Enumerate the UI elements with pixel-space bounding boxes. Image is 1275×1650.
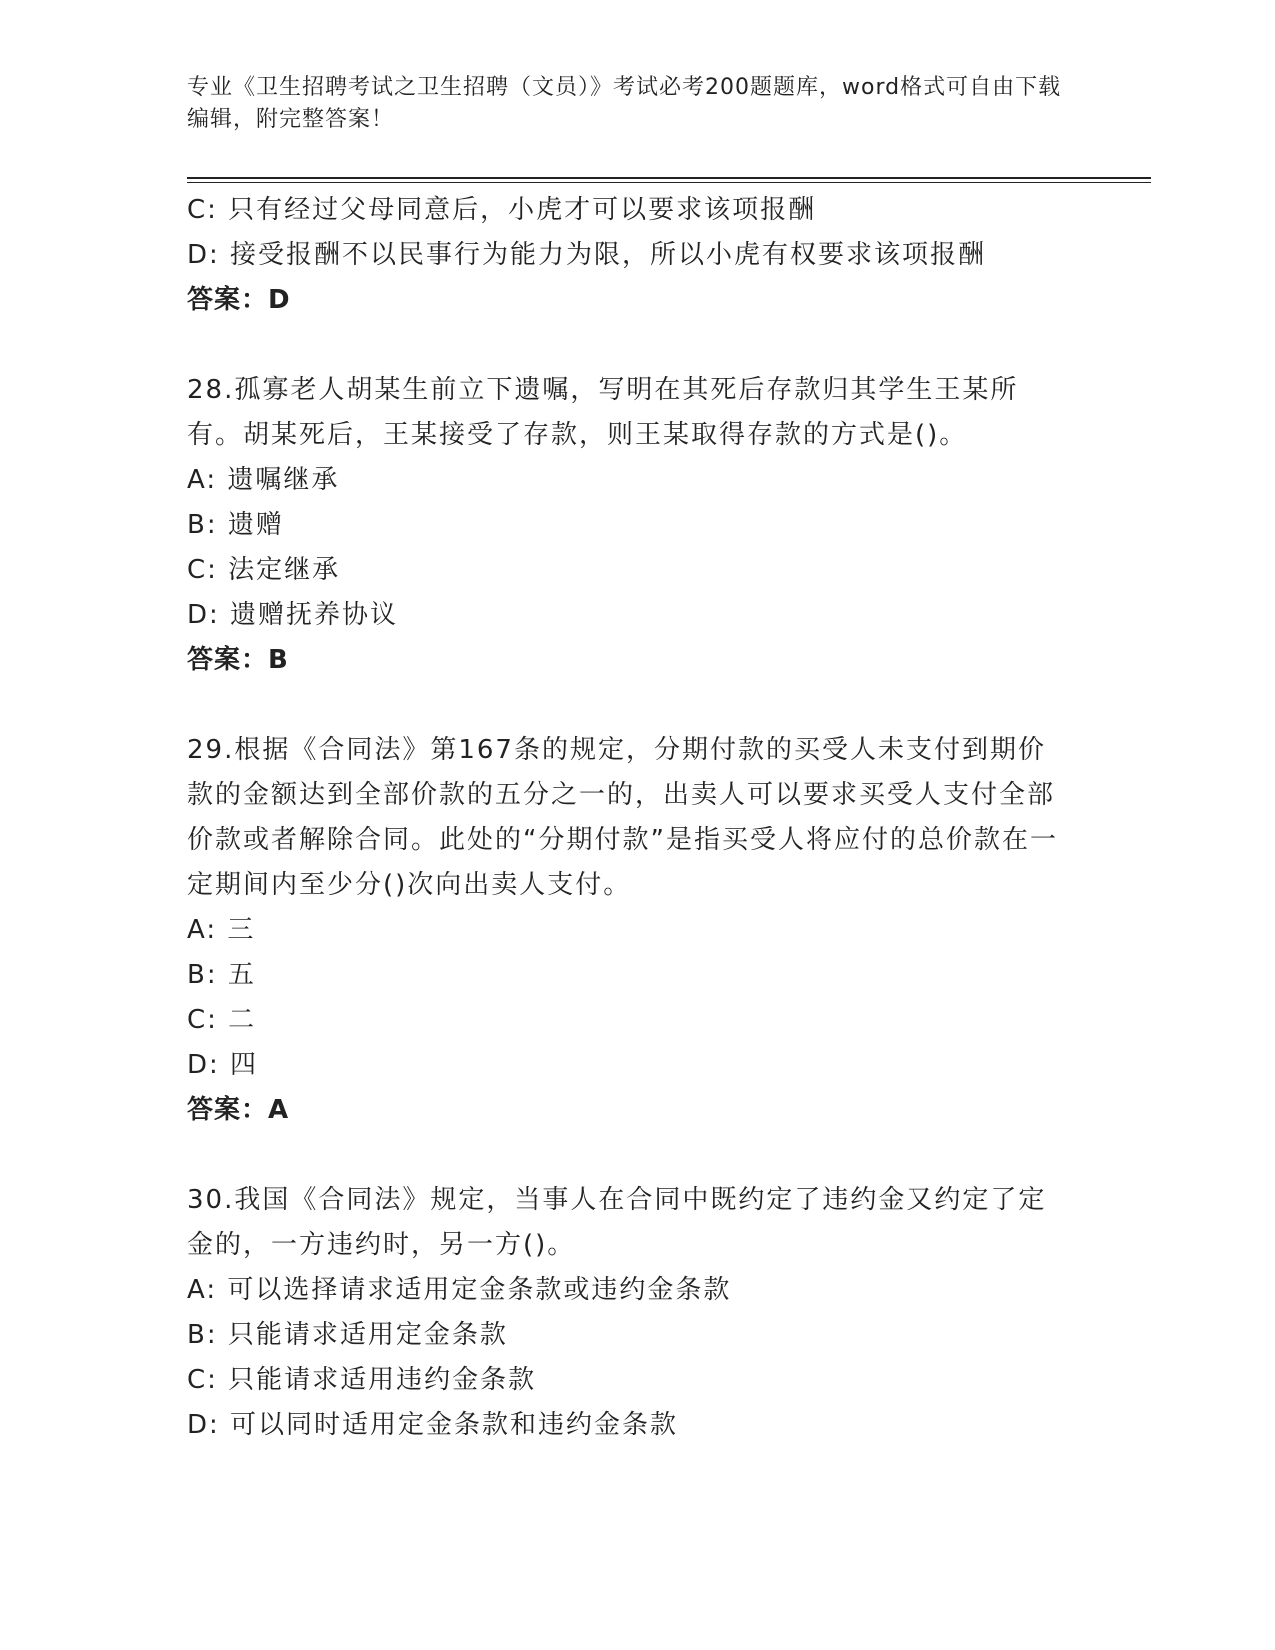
option-line: C: 只能请求适用违约金条款 xyxy=(187,1365,537,1395)
option-line: A: 遗嘱继承 xyxy=(187,465,340,495)
question-stem: 30.我国《合同法》规定，当事人在合同中既约定了违约金又约定了定金的，一方违约时，另一方()。 xyxy=(187,1185,1047,1260)
question-content xyxy=(187,188,1087,1448)
question-stem: 28.孤寡老人胡某生前立下遗嘱，写明在其死后存款归其学生王某所有。胡某死后，王某接受了存款，则王某取得存款的方式是()。 xyxy=(187,375,1019,450)
option-line: A: 三 xyxy=(187,915,256,945)
option-line: D: 接受报酬不以民事行为能力为限，所以小虎有权要求该项报酬 xyxy=(187,240,987,270)
option-line: B: 五 xyxy=(187,960,256,990)
spacer xyxy=(187,323,1087,368)
option-line: A: 可以选择请求适用定金条款或违约金条款 xyxy=(187,1275,732,1305)
answer-line: 答案：B xyxy=(187,645,289,675)
question-30 xyxy=(187,1178,1087,1448)
spacer xyxy=(187,683,1087,728)
option-line: C: 法定继承 xyxy=(187,555,341,585)
question-stem: 29.根据《合同法》第167条的规定，分期付款的买受人未支付到期价款的金额达到全部价款的五分之一的，出卖人可以要求买受人支付全部价款或者解除合同。此处的“分期付款”是指买受人将应付的总价款在一定期间内至少分()次向出卖人支付。 xyxy=(187,735,1058,900)
option-line: C: 二 xyxy=(187,1005,257,1035)
answer-line: 答案：A xyxy=(187,1095,290,1125)
header-rule-thick xyxy=(187,177,1151,179)
document-header: 专业《卫生招聘考试之卫生招聘（文员）》考试必考200题题库，word格式可自由下载编辑，附完整答案！ xyxy=(187,75,1062,132)
option-line: D: 四 xyxy=(187,1050,259,1080)
spacer xyxy=(187,1133,1087,1178)
option-line: C: 只有经过父母同意后，小虎才可以要求该项报酬 xyxy=(187,195,817,225)
answer-line: 答案：D xyxy=(187,285,291,315)
option-line: B: 遗赠 xyxy=(187,510,284,540)
question-29 xyxy=(187,728,1087,1133)
option-line: D: 遗赠抚养协议 xyxy=(187,600,399,630)
option-line: B: 只能请求适用定金条款 xyxy=(187,1320,508,1350)
question-28 xyxy=(187,368,1087,683)
option-line: D: 可以同时适用定金条款和违约金条款 xyxy=(187,1410,679,1440)
header-rule-thin xyxy=(187,182,1151,183)
